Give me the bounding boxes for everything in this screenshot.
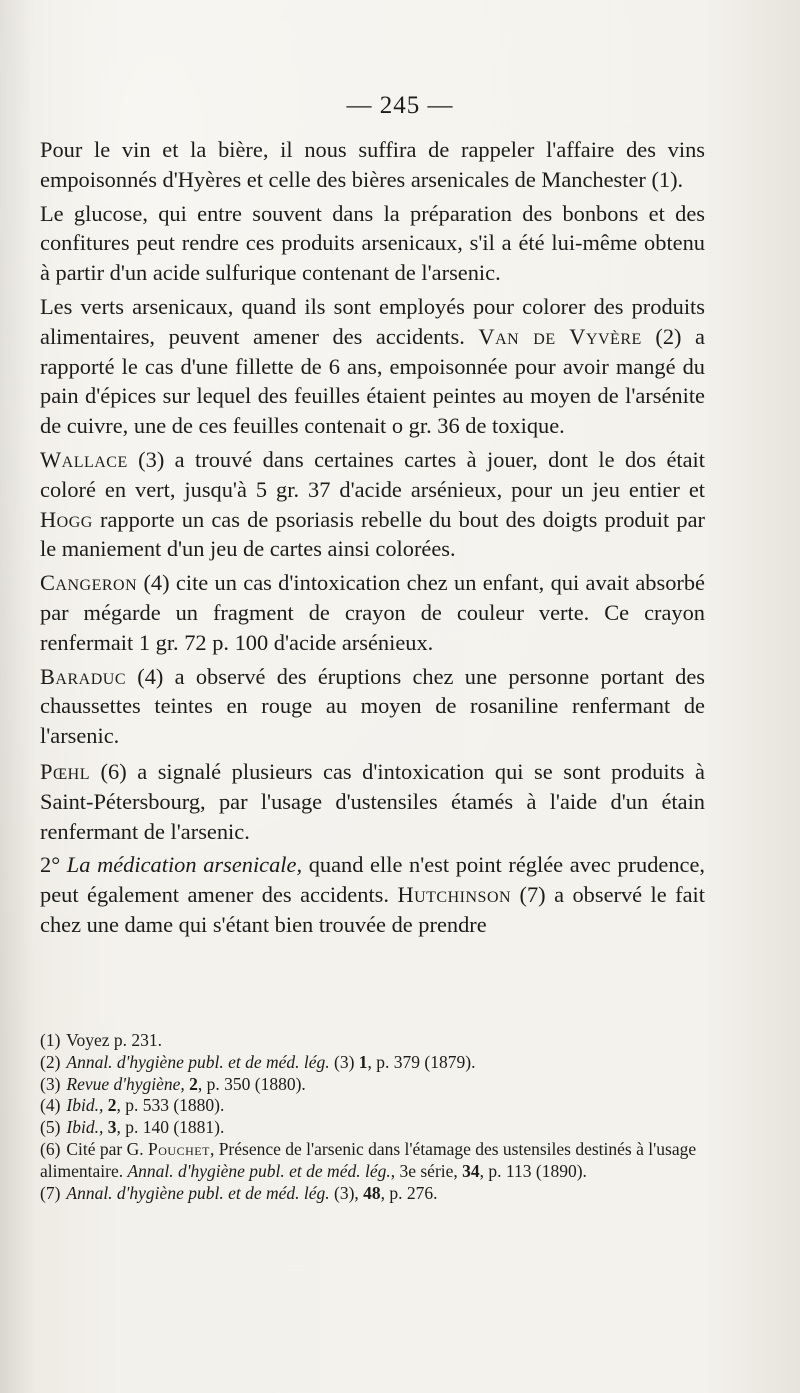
- footnote: [40, 1117, 700, 1139]
- paragraph-text: (7) a observé le fait chez une dame qui s'étant bien trouvée de prendre: [40, 882, 705, 937]
- journal-title: Annal. d'hygiène publ. et de méd. lég.: [127, 1160, 391, 1181]
- footnotes: [40, 1030, 700, 1204]
- author-name: Van de Vyvère: [478, 323, 642, 349]
- paragraph-text: rapporte un cas de psoriasis rebelle du bout des doigts produit par le maniement d'un jeu de cartes ainsi colorées.: [40, 506, 705, 562]
- paragraph-text: (3) a trouvé dans certaines cartes à jouer, dont le dos était coloré en vert, jusqu'à 5 gr. 37 d'acide arsénieux, pour un jeu entier et: [40, 446, 705, 502]
- footnote-number: (5): [40, 1117, 61, 1138]
- paragraph-text: Les verts arsenicaux, quand ils sont employés pour colorer des produits alimentaires, peuvent amener des accidents.: [40, 293, 705, 349]
- footnote: [40, 1095, 700, 1117]
- author-name: Pouchet: [148, 1138, 210, 1159]
- paragraph-poehl: [40, 757, 705, 846]
- author-name: Hutchinson: [397, 882, 512, 908]
- footnote-text: Cité par G.: [66, 1138, 149, 1159]
- footnote: [40, 1139, 700, 1183]
- journal-title: Revue d'hygiène,: [66, 1073, 185, 1094]
- journal-title: Ibid.,: [66, 1095, 104, 1116]
- volume-number: 34: [462, 1160, 480, 1181]
- footnote-number: (6): [40, 1138, 61, 1159]
- footnote-text: Voyez p. 231.: [66, 1030, 162, 1050]
- paragraph-wallace: [40, 445, 705, 564]
- volume-number: 2: [107, 1095, 117, 1116]
- paragraph-text: (6) a signalé plusieurs cas d'intoxication qui se sont produits à Saint-Pétersbourg, par l'usage d'ustensiles étamés à l'aide d'un étain renfermant de l'arsenic.: [40, 758, 705, 844]
- paragraph-cangeron: [40, 568, 705, 657]
- footnote-text: (3): [329, 1051, 359, 1072]
- author-name: Hogg: [40, 506, 93, 532]
- paragraph-text: Le glucose, qui entre souvent dans la préparation des bonbons et des confitures peut rendre ces produits arsenicaux, s'il a été lui-même obtenu à partir d'un acide sulfurique contenant de l'arsenic.: [40, 200, 705, 286]
- page-number: — 245 —: [346, 92, 454, 119]
- paragraph-text: (2) a rapporté le cas d'une fillette de 6 ans, empoisonnée pour avoir mangé du pain d'épices sur lequel des feuilles étaient peintes au moyen de l'arsénite de cuivre, une de ces feuilles contenait o gr. 36 de toxique.: [40, 323, 705, 439]
- paragraph-text: 2°: [40, 852, 67, 878]
- author-name: Baraduc: [40, 663, 126, 689]
- paragraph-text: (4) cite un cas d'intoxication chez un enfant, qui avait absorbé par mégarde un fragment de crayon de couleur verte. Ce crayon renfermait 1 gr. 72 p. 100 d'acide arsénieux.: [40, 570, 705, 655]
- paragraph-glucose: [40, 199, 705, 288]
- author-name: Cangeron: [40, 570, 138, 596]
- footnote-text: (3),: [329, 1182, 364, 1203]
- paragraph-text: quand elle n'est point réglée avec prudence, peut également amener des accidents.: [40, 852, 706, 908]
- footnote-text: , p. 140 (1881).: [116, 1117, 225, 1138]
- paragraph-green-pigments: [40, 292, 705, 441]
- footnote-number: (3): [40, 1073, 61, 1094]
- paragraph-baraduc: [40, 662, 705, 751]
- footnote: [40, 1030, 700, 1052]
- footnote: [40, 1052, 700, 1074]
- paragraph-text: (4) a observé des éruptions chez une personne portant des chaussettes teintes en rouge au moyen de rosaniline renfermant de l'arsenic.: [40, 663, 705, 749]
- footnote-number: (1): [40, 1030, 61, 1050]
- section-heading: La médication arsenicale,: [66, 852, 303, 878]
- footnote-text: , p. 113 (1890).: [479, 1160, 587, 1181]
- author-name: Pœhl: [40, 758, 91, 784]
- paragraph-wine-beer: [40, 135, 705, 195]
- volume-number: 48: [363, 1182, 381, 1203]
- paragraph-medication: [40, 850, 705, 939]
- footnote-text: , p. 379 (1879).: [367, 1051, 476, 1072]
- volume-number: 1: [358, 1051, 368, 1072]
- volume-number: 3: [107, 1117, 117, 1138]
- volume-number: 2: [189, 1073, 198, 1094]
- footnote-text: , p. 350 (1880).: [197, 1073, 306, 1094]
- footnote: [40, 1074, 700, 1096]
- footnote-number: (2): [40, 1051, 61, 1072]
- footnote-text: , 3e série,: [390, 1160, 463, 1181]
- paragraph-text: Pour le vin et la bière, il nous suffira de rappeler l'affaire des vins empoisonnés d'Hyères et celle des bières arsenicales de Manchester (1).: [40, 137, 705, 192]
- footnote-number: (4): [40, 1095, 61, 1116]
- footnote-text: , Présence de l'arsenic dans l'étamage des ustensiles destinés à l'usage alimentaire.: [40, 1138, 697, 1181]
- footnote: [40, 1183, 700, 1205]
- journal-title: Annal. d'hygiène publ. et de méd. lég.: [66, 1051, 330, 1072]
- journal-title: Ibid.,: [66, 1117, 104, 1138]
- footnote-number: (7): [40, 1182, 61, 1203]
- author-name: Wallace: [40, 446, 128, 472]
- body-text: [40, 135, 705, 940]
- journal-title: Annal. d'hygiène publ. et de méd. lég.: [66, 1182, 330, 1203]
- footnote-text: , p. 533 (1880).: [116, 1095, 225, 1116]
- footnote-text: , p. 276.: [380, 1182, 438, 1203]
